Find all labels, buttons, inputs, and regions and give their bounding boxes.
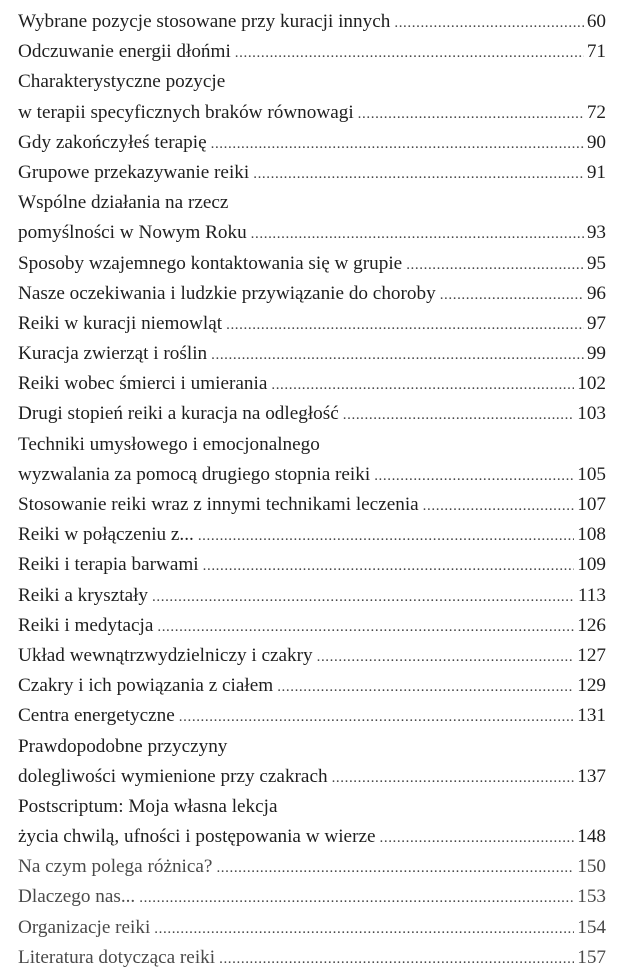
toc-entry-title: Organizacje reiki [18,916,151,938]
toc-line [18,581,606,611]
dot-leader [139,883,574,913]
toc-entry [18,671,606,701]
toc-page-number: 137 [577,765,606,787]
dot-leader [198,521,574,551]
toc-entry [18,882,606,912]
toc-line [18,399,606,429]
toc-entry [18,641,606,671]
toc-page-number: 131 [577,705,606,727]
toc-line [18,822,606,852]
toc-line [18,762,606,792]
toc-line [18,188,606,218]
toc-line [18,520,606,550]
toc-line [18,128,606,158]
toc-page-number: 154 [577,916,606,938]
toc-entry-title: Grupowe przekazywanie reiki [18,161,250,183]
toc-line [18,550,606,580]
dot-leader [423,491,575,521]
toc-page-number: 109 [577,554,606,576]
toc-line [18,641,606,671]
toc-entry [18,399,606,429]
toc-entry-title: Stosowanie reiki wraz z innymi technikami leczenia [18,494,419,515]
toc-entry-title: Prawdopodobne przyczyny [18,735,228,757]
dot-leader [271,370,574,400]
toc-entry-title: Gdy zakończyłeś terapię [18,131,207,153]
toc-line [18,882,606,912]
toc-entry-title: Dlaczego nas... [18,886,136,908]
toc-entry-title: Reiki i terapia barwami [18,554,199,576]
toc-page-number: 102 [577,373,606,395]
toc-entry-title: pomyślności w Nowym Roku [18,222,247,244]
toc-entry-title: Nasze oczekiwania i ludzkie przywiązanie do choroby [18,282,436,304]
toc-line [18,490,606,520]
toc-entry-title: Kuracja zwierząt i roślin [18,343,208,365]
dot-leader [219,944,574,974]
toc-line [18,671,606,701]
toc-entry-title: Reiki wobec śmierci i umierania [18,373,268,395]
toc-page-number: 113 [577,584,606,606]
dot-leader [253,159,584,189]
toc-entry-title: dolegliwości wymienione przy czakrach [18,765,328,787]
toc-entry [18,732,606,792]
toc-line [18,913,606,943]
toc-entry [18,158,606,188]
toc-page-number: 95 [586,252,606,274]
toc-entry [18,852,606,882]
toc-line [18,339,606,369]
toc-entry [18,309,606,339]
toc-line [18,369,606,399]
toc-line [18,943,606,973]
toc-entry [18,339,606,369]
dot-leader [374,461,574,491]
toc-page-number: 129 [577,675,606,697]
toc-entry-title: w terapii specyficznych braków równowagi [18,101,354,123]
toc-page-number: 72 [586,101,606,123]
toc-page-number: 126 [577,614,606,636]
toc-entry-title: Czakry i ich powiązania z ciałem [18,675,274,697]
toc-line [18,218,606,248]
toc-line [18,701,606,731]
toc-entry-title: Techniki umysłowego i emocjonalnego [18,433,320,455]
toc-page-number: 148 [577,826,606,848]
toc-entry [18,581,606,611]
toc-entry [18,520,606,550]
dot-leader [332,763,575,793]
toc-line [18,792,606,822]
dot-leader [394,8,583,38]
dot-leader [211,340,584,370]
toc-entry [18,7,606,37]
toc-line [18,611,606,641]
toc-entry [18,701,606,731]
toc-line [18,37,606,67]
toc-entry-title: Reiki i medytacja [18,614,154,636]
toc-line [18,249,606,279]
toc-entry-title: Postscriptum: Moja własna lekcja [18,795,278,817]
dot-leader [406,250,584,280]
toc-line [18,852,606,882]
toc-entry-title: Wybrane pozycje stosowane przy kuracji innych [18,11,391,32]
toc-entry-title: wyzwalania za pomocą drugiego stopnia reiki [18,463,371,485]
toc-page-number: 90 [586,131,606,153]
toc-page-number: 107 [577,494,606,515]
toc-entry-title: Literatura dotycząca reiki [18,946,216,968]
dot-leader [216,853,574,883]
toc-line [18,430,606,460]
toc-entry-title: Reiki w połączeniu z... [18,524,194,546]
dot-leader [157,612,574,642]
toc-entry-title: Charakterystyczne pozycje [18,71,226,93]
toc-page-number: 157 [577,946,606,968]
toc-line [18,7,606,37]
toc-page-number: 96 [586,282,606,304]
toc-entry [18,550,606,580]
toc-entry-title: Reiki a kryształy [18,584,149,606]
dot-leader [226,310,584,340]
toc-entry [18,128,606,158]
toc-line [18,158,606,188]
dot-leader [154,914,574,944]
toc-entry-title: Reiki w kuracji niemowląt [18,312,223,334]
toc-page-number: 91 [586,161,606,183]
toc-page-number: 153 [577,886,606,908]
toc-entry [18,188,606,248]
toc-line [18,279,606,309]
toc-page-number: 105 [577,463,606,485]
dot-leader [380,823,575,853]
dot-leader [277,672,574,702]
toc-entry [18,67,606,127]
toc-entry [18,913,606,943]
dot-leader [179,702,574,732]
table-of-contents [18,7,606,973]
dot-leader [358,99,584,129]
toc-entry [18,490,606,520]
toc-entry-title: Sposoby wzajemnego kontaktowania się w grupie [18,252,403,274]
toc-page-number: 108 [577,524,606,546]
toc-entry [18,279,606,309]
toc-entry-title: Drugi stopień reiki a kuracja na odległość [18,403,339,425]
toc-page-number: 150 [577,856,606,878]
toc-line [18,98,606,128]
toc-page-number: 93 [586,222,606,244]
dot-leader [203,551,575,581]
toc-line [18,460,606,490]
dot-leader [152,582,575,612]
toc-page-number: 99 [586,343,606,365]
toc-entry [18,430,606,490]
toc-entry [18,792,606,852]
toc-entry-title: Odczuwanie energii dłońmi [18,41,231,63]
toc-entry-title: życia chwilą, ufności i postępowania w wierze [18,826,376,848]
toc-entry [18,37,606,67]
toc-entry [18,611,606,641]
dot-leader [317,642,575,672]
dot-leader [211,129,584,159]
dot-leader [235,38,584,68]
toc-line [18,67,606,97]
toc-page-number: 60 [586,11,606,32]
toc-page-number: 71 [586,41,606,63]
dot-leader [251,219,584,249]
toc-line [18,309,606,339]
dot-leader [343,400,574,430]
toc-entry-title: Na czym polega różnica? [18,856,213,878]
toc-entry-title: Centra energetyczne [18,705,175,727]
toc-entry [18,369,606,399]
toc-entry [18,249,606,279]
toc-page-number: 103 [577,403,606,425]
toc-entry-title: Wspólne działania na rzecz [18,192,229,214]
toc-page-number: 97 [586,312,606,334]
dot-leader [440,280,584,310]
toc-entry [18,943,606,973]
toc-entry-title: Układ wewnątrzwydzielniczy i czakry [18,644,313,666]
toc-page-number: 127 [577,644,606,666]
toc-line [18,732,606,762]
